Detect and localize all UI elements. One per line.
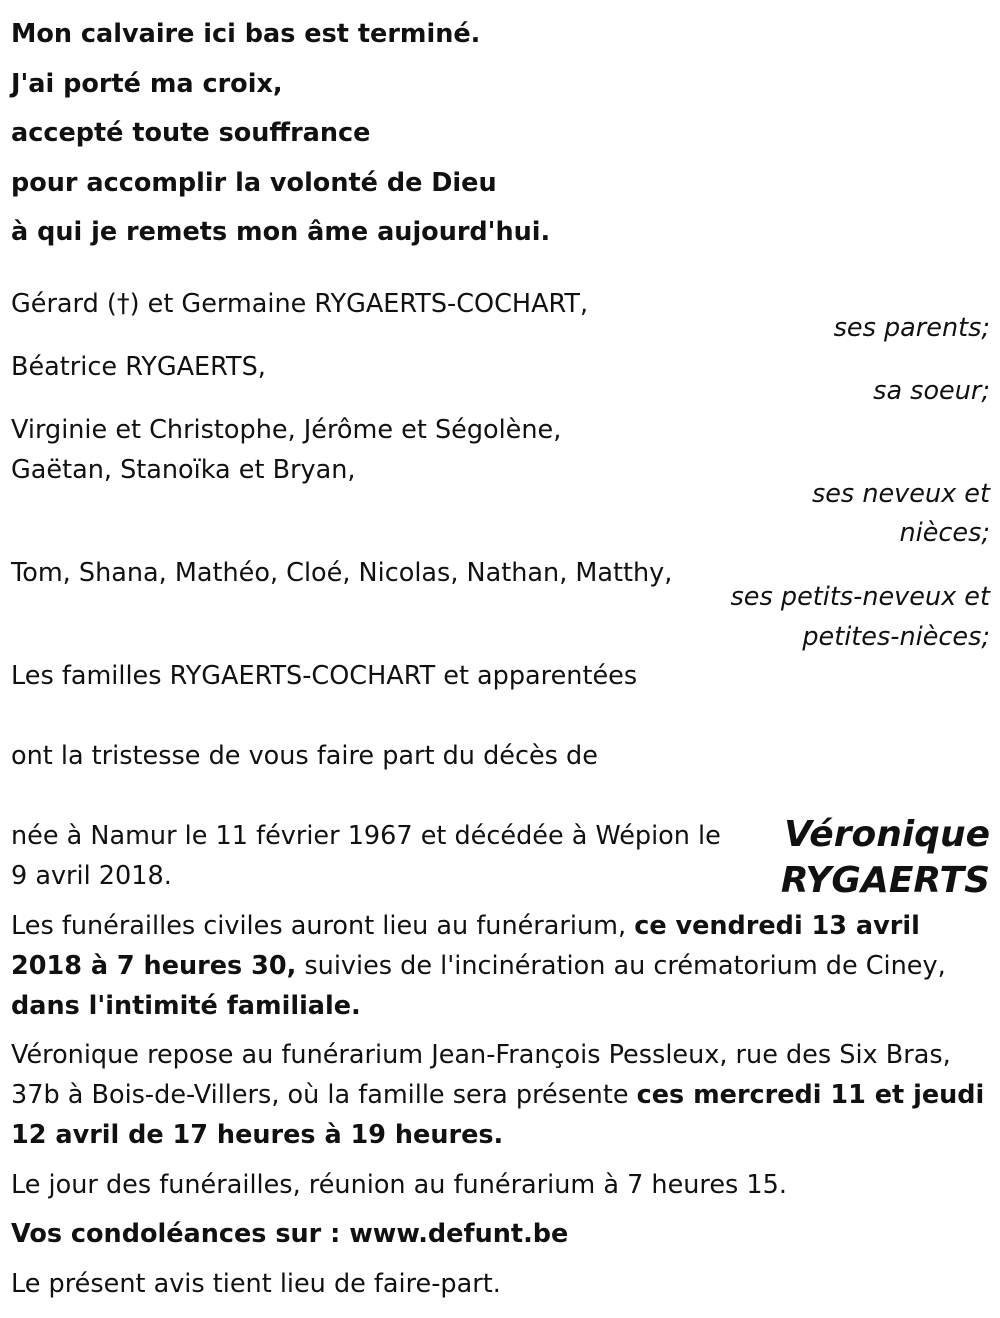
parents-names: Gérard (†) et Germaine RYGAERTS-COCHART, xyxy=(11,289,589,319)
deceased-last-name: RYGAERTS xyxy=(780,860,990,901)
deceased-first-name: Véronique xyxy=(784,814,990,855)
poem xyxy=(11,10,550,258)
notice-line: Le présent avis tient lieu de faire-part. xyxy=(11,1269,501,1299)
nephews-line-1: Virginie et Christophe, Jérôme et Ségolène, xyxy=(11,415,562,445)
meeting-line: Le jour des funérailles, réunion au funérarium à 7 heures 15. xyxy=(11,1170,787,1200)
poem-line: à qui je remets mon âme aujourd'hui. xyxy=(11,217,551,247)
grand-nephews-role-line-1: ses petits-neveux et xyxy=(730,582,990,612)
funeral-text-1: Les funérailles civiles auront lieu au funérarium, xyxy=(11,911,635,941)
birth-death-line-2: 9 avril 2018. xyxy=(11,861,172,891)
poem-line: J'ai porté ma croix, xyxy=(11,68,283,99)
visitation-paragraph xyxy=(11,1035,991,1155)
nephews-line-2: Gaëtan, Stanoïka et Bryan, xyxy=(11,455,356,485)
nephews-role-line-1: ses neveux et xyxy=(811,479,990,509)
visitation-text: Véronique repose au funérarium Jean-François Pessleux, rue des Six Bras, 37b à Bois-de-Villers, où la famille sera présente xyxy=(11,1040,951,1110)
nephews-role-line-2: nièces; xyxy=(899,518,990,548)
funeral-date: ce vendredi 13 avril 2018 à 7 heures 30, xyxy=(11,911,920,981)
funeral-text-2: suivies de l'incinération au crématorium de Ciney, xyxy=(296,951,946,981)
grand-nephews-names: Tom, Shana, Mathéo, Cloé, Nicolas, Nathan, Matthy, xyxy=(11,558,673,588)
grand-nephews-role-line-2: petites-nièces; xyxy=(802,622,990,652)
birth-death-line-1: née à Namur le 11 février 1967 et décédée à Wépion le xyxy=(11,821,721,851)
visitation-hours: ces mercredi 11 et jeudi 12 avril de 17 heures à 19 heures. xyxy=(11,1080,985,1150)
funeral-privacy: dans l'intimité familiale. xyxy=(11,991,361,1021)
poem-line: pour accomplir la volonté de Dieu xyxy=(11,167,497,198)
funeral-paragraph xyxy=(11,906,991,1026)
condolences-line: Vos condoléances sur : www.defunt.be xyxy=(11,1219,569,1249)
poem-line: accepté toute souffrance xyxy=(11,118,371,148)
deceased-name xyxy=(781,812,990,904)
sister-role: sa soeur; xyxy=(873,376,990,406)
families-line: Les familles RYGAERTS-COCHART et apparentées xyxy=(11,661,638,691)
sister-name: Béatrice RYGAERTS, xyxy=(11,352,266,382)
announcement: ont la tristesse de vous faire part du décès de xyxy=(11,741,598,771)
poem-line: Mon calvaire ici bas est terminé. xyxy=(11,19,481,49)
parents-role: ses parents; xyxy=(833,313,990,343)
